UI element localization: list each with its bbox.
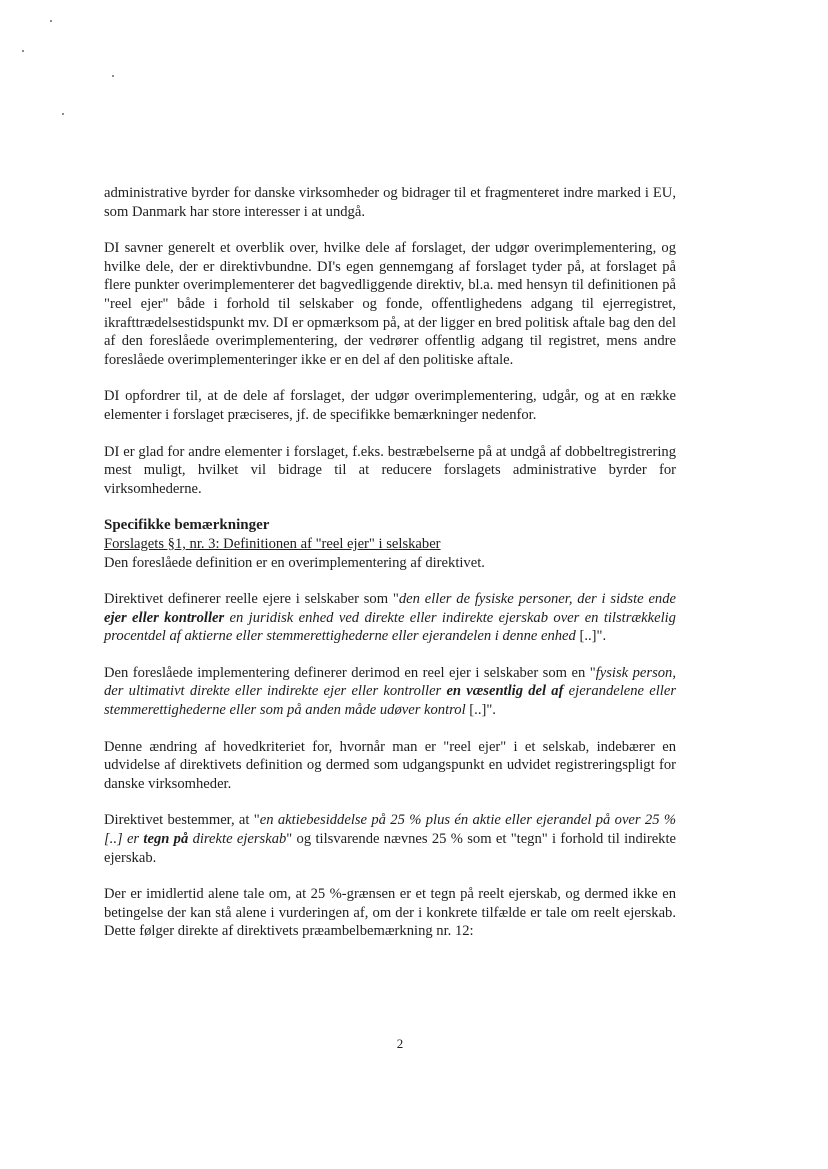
paragraph-administrative-burdens: administrative byrder for danske virksomheder og bidrager til et fragmenteret indre marked i EU, som Danmark har store interesser i at undgå. bbox=[104, 185, 676, 220]
paragraph-positive-elements: DI er glad for andre elementer i forslaget, f.eks. bestræbelserne på at undgå af dobbeltregistrering mest muligt, hvilket vil bidrage til at reducere forslagets administrative byrder for virksomhederne. bbox=[104, 443, 676, 497]
paragraph-directive-threshold bbox=[104, 811, 676, 867]
section-heading: Specifikke bemærkninger bbox=[104, 517, 270, 534]
paragraph-directive-definition bbox=[104, 590, 676, 646]
text-run: Direktivet bestemmer, at " bbox=[104, 812, 260, 829]
paragraph-definition-statement: Den foreslåede definition er en overimplementering af direktivet. bbox=[104, 554, 485, 571]
document-body bbox=[104, 184, 676, 959]
quote-bold-italic: tegn på bbox=[143, 831, 189, 848]
text-run: " og tilsvarende nævnes 25 % som et "tegn" i forhold til indirekte ejerskab. bbox=[104, 831, 676, 866]
quote-italic: direkte ejerskab bbox=[188, 831, 287, 848]
paragraph-threshold-indication: Der er imidlertid alene tale om, at 25 %-grænsen er et tegn på reelt ejerskab, og dermed ikke en betingelse der kan stå alene i vurderingen af, om der i konkrete tilfælde er tale om reelt ejerskab. Dette følger direkte af direktivets præambelbemærkning nr. 12: bbox=[104, 886, 676, 940]
quote-italic: en aktiebesiddelse på 25 % plus én aktie eller ejerandel på over 25 % [..] er bbox=[104, 812, 676, 848]
quote-bold-italic: ejer eller kontroller bbox=[104, 609, 225, 626]
section-subheading: Forslagets §1, nr. 3: Definitionen af "reel ejer" i selskaber bbox=[104, 535, 441, 552]
paragraph-criterion-change: Denne ændring af hovedkriteriet for, hvornår man er "reel ejer" i et selskab, indebærer en udvidelse af direktivets definition og dermed som udgangspunkt en udvidet registreringspligt for danske virksomheder. bbox=[104, 738, 676, 792]
text-run: Den foreslåede implementering definerer derimod en reel ejer i selskaber som en " bbox=[104, 664, 596, 681]
paragraph-overview: DI savner generelt et overblik over, hvilke dele af forslaget, der udgør overimplementering, og hvilke dele, der er direktivbundne. DI's egen gennemgang af forslaget tyder på, at forslaget på flere punkter overimplementerer det bagvedliggende direktiv, bl.a. med hensyn til definitionen på "reel ejer" både i forhold til selskaber og fonde, offentlighedens adgang til ejerregistret, ikrafttrædelsestidspunkt mv. DI er opmærksom på, at der ligger en bred politisk aftale bag den del af den foreslåede overimplementering, der vedrører offentlig adgang til registret, mens andre foreslåede overimplementeringer ikke er en del af den politiske aftale. bbox=[104, 240, 676, 368]
paragraph-proposed-implementation bbox=[104, 664, 676, 720]
quote-italic: en juridisk enhed ved direkte eller indirekte ejerskab over en tilstrækkelig procentdel af aktierne eller stemmerettighederne eller ejerandelen i denne enhed bbox=[104, 609, 676, 645]
quote-italic: den eller de fysiske personer, der i sidste ende bbox=[398, 591, 676, 608]
scan-speck bbox=[50, 20, 52, 22]
quote-italic: ejerandelene eller stemmerettighederne eller som på anden måde udøver kontrol bbox=[104, 683, 676, 719]
text-run: [..]". bbox=[465, 702, 496, 719]
paragraph-call-to-action: DI opfordrer til, at de dele af forslaget, der udgør overimplementering, udgår, og at en række elementer i forslaget præciseres, jf. de specifikke bemærkninger nedenfor. bbox=[104, 388, 676, 423]
scan-speck bbox=[112, 75, 114, 77]
quote-bold-italic: en væsentlig del af bbox=[446, 683, 564, 700]
text-run: Direktivet definerer reelle ejere i selskaber som " bbox=[104, 591, 399, 608]
page-number: 2 bbox=[396, 1036, 404, 1051]
text-run: [..]". bbox=[575, 628, 607, 645]
scan-speck bbox=[22, 50, 24, 52]
scan-speck bbox=[62, 113, 64, 115]
quote-italic: fysisk person, der ultimativt direkte eller indirekte ejer eller kontroller bbox=[104, 664, 676, 700]
